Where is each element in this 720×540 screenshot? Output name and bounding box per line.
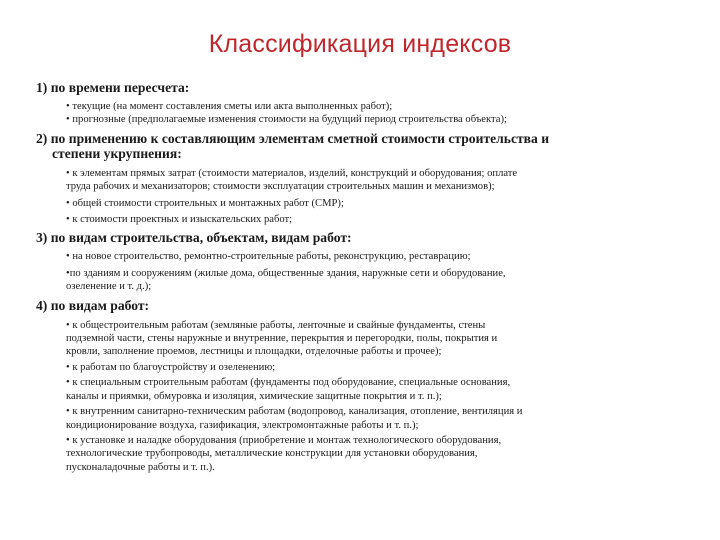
list-item-cont: каналы и приямки, обмуровка и изоляция, химические защитные покрытия и т. п.); [66, 390, 442, 402]
heading-text-cont: степени укрупнения: [52, 145, 182, 161]
list-item: • к специальным строительным работам (фундаменты под оборудование, специальные основания, [66, 377, 511, 389]
list-item: • к установке и наладке оборудования (приобретение и монтаж технологического оборудования, [66, 434, 502, 446]
list-item: •по зданиям и сооружениям (жилые дома, общественные здания, наружные сети и оборудование, [66, 267, 506, 279]
list-item: • к работам по благоустройству и озеленению; [66, 361, 276, 373]
heading-text: 4) по видам работ: [36, 297, 150, 313]
list-item: • общей стоимости строительных и монтажных работ (СМР); [66, 197, 344, 209]
section-work-types [36, 298, 686, 474]
heading-text: 2) по применению к составляющим элементам сметной стоимости строительства и [36, 130, 550, 146]
list-item: • текущие (на момент составления сметы или акта выполненных работ); [66, 101, 393, 112]
slide-title: Классификация индексов [208, 30, 512, 58]
section-application [36, 131, 686, 227]
section-time [36, 80, 686, 127]
item-list [36, 319, 686, 474]
list-item: • к элементам прямых затрат (стоимости материалов, изделий, конструкций и оборудования; оплате [66, 167, 518, 179]
list-item-cont: подземной части, стены наружные и внутренние, перекрытия и перегородки, полы, покрытия и [66, 333, 498, 345]
item-list [36, 167, 686, 227]
list-item: • к внутренним санитарно-техническим работам (водопровод, канализация, отопление, вентиляция и [66, 406, 523, 418]
item-list [36, 250, 686, 293]
list-item-cont: труда рабочих и механизаторов; стоимости эксплуатации строительных машин и механизмов); [66, 181, 495, 193]
section-heading [36, 80, 686, 95]
list-item: • прогнозные (предполагаемые изменения стоимости на будущий период строительства объекта); [66, 114, 507, 126]
list-item-cont: кондиционирование воздуха, газификация, электромонтажные работы и т. п.); [66, 419, 419, 431]
list-item: • к стоимости проектных и изыскательских работ; [66, 214, 293, 226]
list-item-cont: технологические трубопроводы, металлические конструкции для установки оборудования, [66, 448, 478, 460]
slide-content [36, 80, 686, 474]
heading-text: 3) по видам строительства, объектам, видам работ: [36, 230, 352, 246]
section-construction-types [36, 230, 686, 293]
list-item: • к общестроительным работам (земляные работы, ленточные и свайные фундаменты, стены [66, 319, 486, 331]
list-item: • на новое строительство, ремонтно-строительные работы, реконструкцию, реставрацию; [66, 251, 471, 263]
section-heading [36, 230, 686, 245]
list-item-cont: пусконаладочные работы и т. п.). [66, 461, 215, 473]
list-item-cont: озеленение и т. д.); [66, 281, 152, 293]
heading-text: 1) по времени пересчета: [36, 80, 190, 95]
section-heading [36, 131, 686, 161]
item-list [36, 100, 686, 127]
list-item-cont: кровли, заполнение проемов, лестницы и площадки, отделочные работы и прочее); [66, 346, 442, 358]
section-heading [36, 298, 686, 313]
